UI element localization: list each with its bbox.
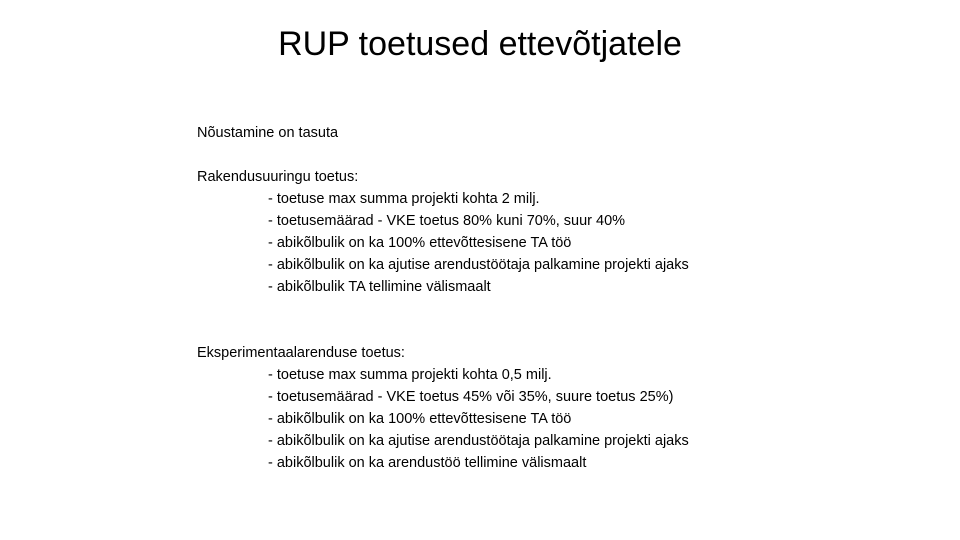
bullet-item: - abikõlbulik on ka 100% ettevõttesisene TA töö — [268, 411, 572, 427]
bullet-item: - abikõlbulik on ka arendustöö tellimine välismaalt — [268, 455, 587, 471]
bullet-item: - abikõlbulik on ka ajutise arendustöötaja palkamine projekti ajaks — [268, 257, 689, 273]
intro-text: Nõustamine on tasuta — [197, 125, 339, 141]
section-heading: Eksperimentaalarenduse toetus: — [197, 345, 405, 361]
section-experimental-development — [197, 342, 897, 474]
bullet-item: - toetusemäärad - VKE toetus 45% või 35%, suure toetus 25%) — [268, 389, 674, 405]
slide-content — [197, 122, 897, 474]
bullet-item: - toetusemäärad - VKE toetus 80% kuni 70%, suur 40% — [268, 213, 626, 229]
bullet-item: - abikõlbulik TA tellimine välismaalt — [268, 279, 491, 295]
bullet-list — [197, 364, 897, 474]
bullet-item: - toetuse max summa projekti kohta 2 milj. — [268, 191, 540, 207]
bullet-item: - abikõlbulik on ka 100% ettevõttesisene TA töö — [268, 235, 572, 251]
section-applied-research — [197, 166, 897, 298]
bullet-item: - toetuse max summa projekti kohta 0,5 milj. — [268, 367, 552, 383]
bullet-list — [197, 188, 897, 298]
slide-title: RUP toetused ettevõtjatele — [278, 25, 682, 63]
bullet-item: - abikõlbulik on ka ajutise arendustöötaja palkamine projekti ajaks — [268, 433, 689, 449]
section-heading: Rakendusuuringu toetus: — [197, 169, 359, 185]
